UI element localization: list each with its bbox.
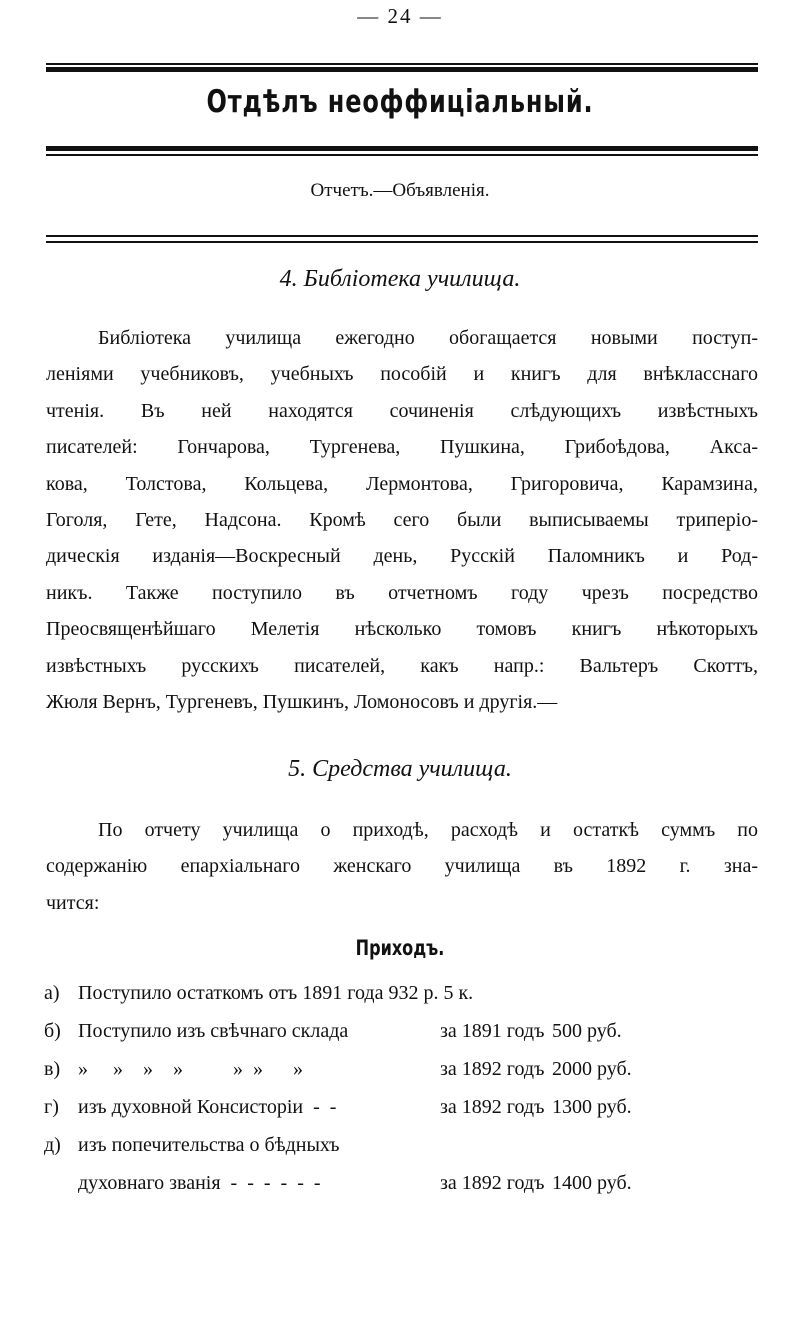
row-period: за 1892 годъ <box>440 1058 545 1080</box>
paragraph-line: писателей: Гончарова, Тургенева, Пушкина, Грибоѣдова, Акса- <box>46 436 758 459</box>
paragraph-line: содержанію епархіальнаго женскаго училища въ 1892 г. зна- <box>46 855 758 878</box>
library-paragraph <box>46 320 758 720</box>
row-description: Поступило изъ свѣчнаго склада <box>78 1020 349 1042</box>
paragraph-line: Жюля Вернъ, Тургеневъ, Пушкинъ, Ломоносовъ и другія.— <box>46 691 558 714</box>
title-rule-thick <box>46 146 758 151</box>
row-letter: а) <box>44 982 60 1004</box>
row-text: Поступило остаткомъ отъ 1891 года 932 р. 5 к. <box>78 982 474 1004</box>
row-letter: д) <box>44 1134 61 1156</box>
row-amount: 2000 руб. <box>552 1058 632 1080</box>
paragraph-line: Библіотека училища ежегодно обогащается новыми поступ- <box>98 327 758 349</box>
top-rule-thin <box>46 63 758 65</box>
row-description: духовнаго званія - - - - - - <box>78 1172 321 1194</box>
income-heading: Приходъ. <box>355 936 445 960</box>
funds-paragraph <box>46 812 758 921</box>
paragraph-line: извѣстныхъ русскихъ писателей, какъ напр.: Вальтеръ Скоттъ, <box>46 654 758 677</box>
row-period: за 1892 годъ <box>440 1096 545 1118</box>
subtitle-rule-1 <box>46 235 758 237</box>
paragraph-line: леніями учебниковъ, учебныхъ пособій и книгъ для внѣкласснаго <box>46 363 758 386</box>
paragraph-line: Гоголя, Гете, Надсона. Кромѣ сего были выписываемы триперіо- <box>46 509 758 532</box>
row-description: » » » » » » » <box>78 1058 303 1080</box>
paragraph-line: чится: <box>46 891 100 914</box>
page-number: — 24 — <box>357 4 443 28</box>
row-amount: 1400 руб. <box>552 1172 632 1194</box>
row-amount: 500 руб. <box>552 1020 622 1042</box>
row-description: изъ духовной Консисторіи - - <box>78 1096 337 1118</box>
funds-heading: 5. Средства училища. <box>288 756 512 782</box>
section-title: Отдѣлъ неоффиціальный. <box>206 84 594 120</box>
subtitle-rule-2 <box>46 241 758 243</box>
paragraph-line: По отчету училища о приходѣ, расходѣ и остаткѣ суммъ по <box>98 819 758 841</box>
subtitle: Отчетъ.—Объявленія. <box>310 180 490 201</box>
paragraph-line: Преосвященѣйшаго Мелетія нѣсколько томовъ книгъ нѣкоторыхъ <box>46 618 758 641</box>
row-period: за 1891 годъ <box>440 1020 545 1042</box>
title-rule-thin <box>46 154 758 156</box>
row-letter: г) <box>44 1096 59 1118</box>
row-letter: б) <box>44 1020 61 1042</box>
top-rule-thick <box>46 67 758 72</box>
library-heading: 4. Библіотека училища. <box>279 266 521 292</box>
paragraph-line: кова, Толстова, Кольцева, Лермонтова, Григоровича, Карамзина, <box>46 472 758 495</box>
row-amount: 1300 руб. <box>552 1096 632 1118</box>
paragraph-line: дическія изданія—Воскресный день, Русскій Паломникъ и Род- <box>46 545 758 568</box>
row-text: изъ попечительства о бѣдныхъ <box>78 1134 340 1156</box>
paragraph-line: чтенія. Въ ней находятся сочиненія слѣдующихъ извѣстныхъ <box>46 399 758 422</box>
row-period: за 1892 годъ <box>440 1172 545 1194</box>
paragraph-line: никъ. Также поступило въ отчетномъ году чрезъ посредство <box>46 581 758 604</box>
row-letter: в) <box>44 1058 61 1080</box>
